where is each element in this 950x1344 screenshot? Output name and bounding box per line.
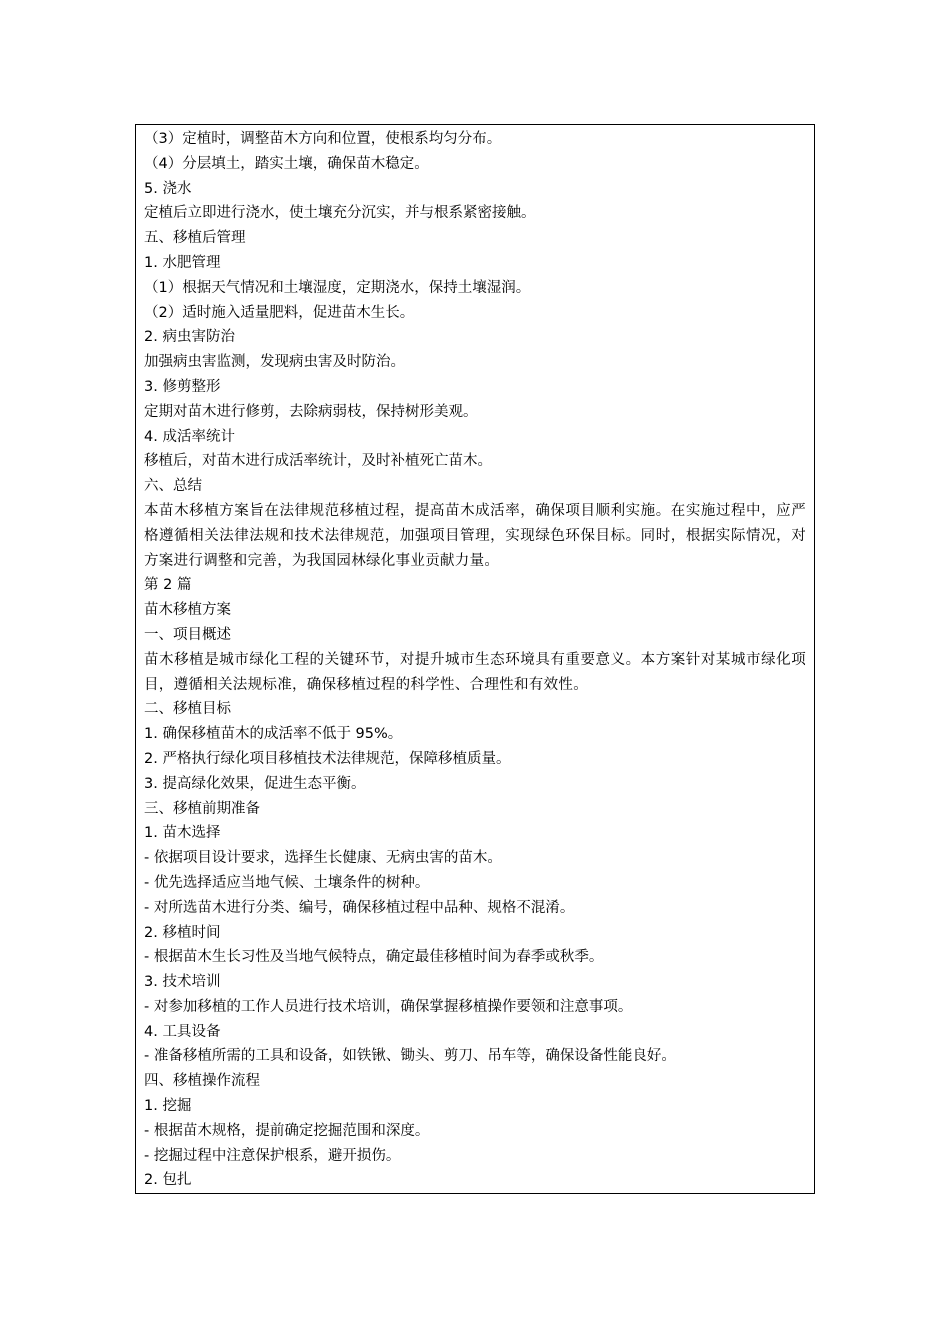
text-line: （4）分层填土，踏实土壤，确保苗木稳定。: [144, 155, 429, 172]
section-heading: 5. 浇水: [144, 180, 192, 197]
text-line: （2）适时施入适量肥料，促进苗木生长。: [144, 304, 415, 321]
document-title: 苗木移植方案: [144, 602, 231, 619]
section-heading: 1. 水肥管理: [144, 254, 221, 271]
text-line: 2. 严格执行绿化项目移植技术法律规范，保障移植质量。: [144, 750, 511, 767]
overview-paragraph: 苗木移植是城市绿化工程的关键环节，对提升城市生态环境具有重要意义。本方案针对某城市绿化项目，遵循相关法规标准，确保移植过程的科学性、合理性和有效性。: [144, 651, 806, 693]
section-heading: 三、移植前期准备: [144, 800, 260, 817]
section-heading: 1. 苗木选择: [144, 825, 221, 842]
text-line: - 对参加移植的工作人员进行技术培训，确保掌握移植操作要领和注意事项。: [144, 998, 633, 1015]
text-line: - 根据苗木生长习性及当地气候特点，确定最佳移植时间为春季或秋季。: [144, 949, 604, 966]
document-frame: [135, 124, 815, 1194]
section-heading: 四、移植操作流程: [144, 1073, 260, 1090]
text-line: - 对所选苗木进行分类、编号，确保移植过程中品种、规格不混淆。: [144, 899, 575, 916]
text-line: - 挖掘过程中注意保护根系，避开损伤。: [144, 1147, 401, 1164]
section-heading: 1. 挖掘: [144, 1098, 192, 1115]
text-line: 1. 确保移植苗木的成活率不低于 95%。: [144, 726, 403, 743]
section-heading: 2. 移植时间: [144, 924, 221, 941]
text-line: - 依据项目设计要求，选择生长健康、无病虫害的苗木。: [144, 850, 502, 867]
section-heading: 五、移植后管理: [144, 230, 246, 247]
section-heading: 4. 成活率统计: [144, 428, 235, 445]
text-line: 3. 提高绿化效果，促进生态平衡。: [144, 775, 366, 792]
section-heading: 一、项目概述: [144, 626, 231, 643]
section-heading: 3. 修剪整形: [144, 378, 221, 395]
text-line: 加强病虫害监测，发现病虫害及时防治。: [144, 354, 405, 371]
section-heading: 六、总结: [144, 478, 202, 495]
text-line: 定植后立即进行浇水，使土壤充分沉实，并与根系紧密接触。: [144, 205, 536, 222]
part-label: 第 2 篇: [144, 577, 192, 594]
summary-paragraph: 本苗木移植方案旨在法律规范移植过程，提高苗木成活率，确保项目顺利实施。在实施过程中，应严格遵循相关法律法规和技术法律规范，加强项目管理，实现绿色环保目标。同时，根据实际情况，对方案进行调整和完善，为我国园林绿化事业贡献力量。: [144, 502, 806, 569]
section-heading: 2. 包扎: [144, 1172, 192, 1189]
text-line: （1）根据天气情况和土壤湿度，定期浇水，保持土壤湿润。: [144, 279, 531, 296]
text-line: - 准备移植所需的工具和设备，如铁锹、锄头、剪刀、吊车等，确保设备性能良好。: [144, 1048, 676, 1065]
text-line: 定期对苗木进行修剪，去除病弱枝，保持树形美观。: [144, 403, 478, 420]
section-heading: 2. 病虫害防治: [144, 329, 235, 346]
text-line: （3）定植时，调整苗木方向和位置，使根系均匀分布。: [144, 131, 502, 147]
section-heading: 二、移植目标: [144, 701, 231, 718]
text-line: - 优先选择适应当地气候、土壤条件的树种。: [144, 874, 430, 891]
text-line: 移植后，对苗木进行成活率统计，及时补植死亡苗木。: [144, 453, 492, 470]
section-heading: 3. 技术培训: [144, 974, 221, 991]
section-heading: 4. 工具设备: [144, 1023, 221, 1040]
text-line: - 根据苗木规格，提前确定挖掘范围和深度。: [144, 1122, 430, 1139]
